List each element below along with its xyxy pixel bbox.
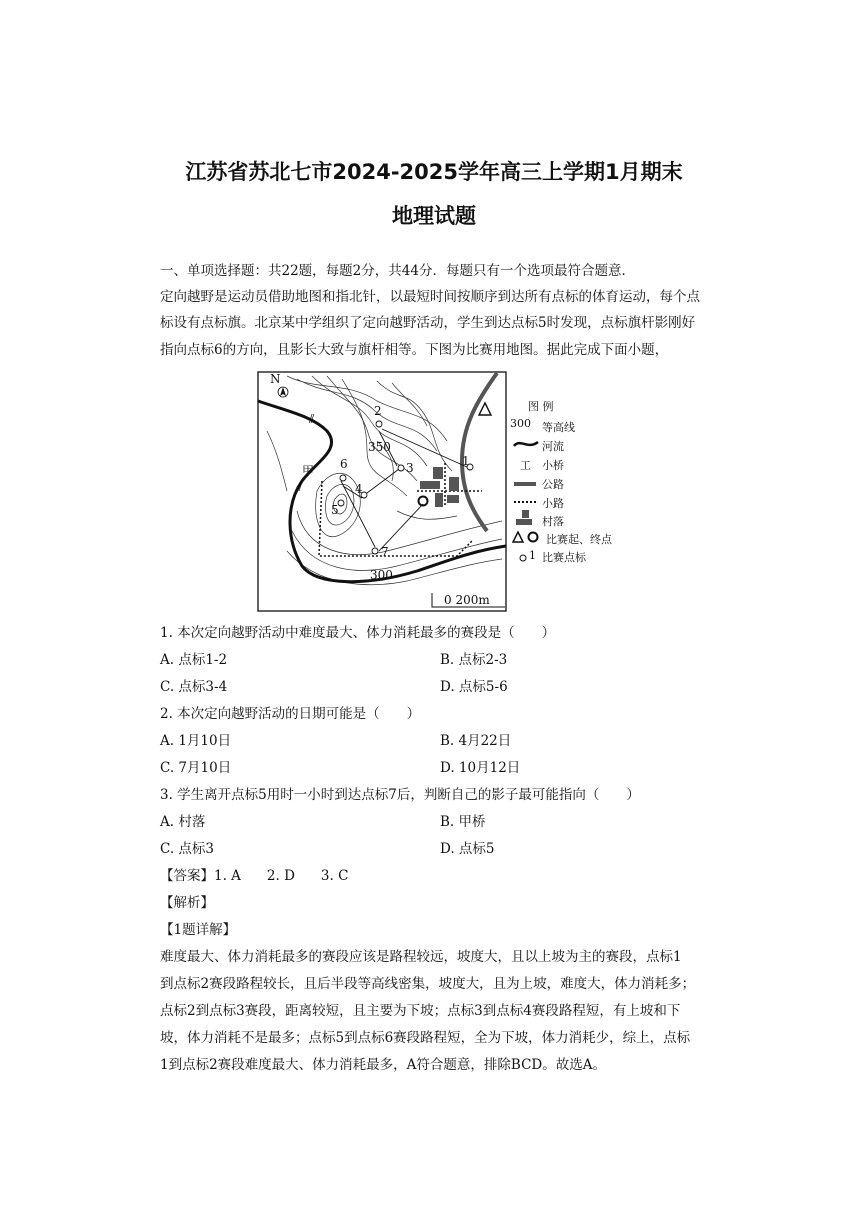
explanation-line: 难度最大、体力消耗最多的赛段应该是路程较远，坡度大，且以上坡为主的赛段，点标1 [160,949,682,965]
document-title: 江苏省苏北七市2024-2025学年高三上学期1月期末 [185,160,683,184]
checkpoint-icon [518,553,528,563]
explanation-line: 到点标2赛段路程较长，且后半段等高线密集，坡度大，且为上坡，难度大，体力消耗多； [160,976,696,992]
question-option: D. 10月12日 [440,760,521,776]
svg-text:⫽: ⫽ [309,412,315,426]
legend-checkpoint: 比赛点标 [542,551,586,564]
question-option: A. 1月10日 [160,733,232,749]
detail-label: 【1题详解】 [160,922,237,938]
map-point-label: 5 [331,503,339,517]
map-point-label: 2 [374,404,382,418]
legend-village: 村落 [542,515,564,528]
explanation-line: 坡，体力消耗不是最多；点标5到点标6赛段路程短，全为下坡，体力消耗少，综上，点标 [160,1030,691,1046]
legend-contour: 等高线 [542,421,575,434]
question-option: C. 点标3 [160,841,215,857]
legend-bridge: 小桥 [542,459,564,472]
contour-label: 350 [368,440,391,454]
north-label: N [270,372,281,386]
scale-label: 0 200m [444,593,490,607]
map-point-label: 3 [406,461,414,475]
map-point-label: 7 [381,545,389,559]
village-icon [516,510,536,526]
path-icon [514,501,536,503]
section-heading: 一、单项选择题：共22题，每题2分，共44分．每题只有一个选项最符合题意． [160,263,635,279]
question-option: D. 点标5-6 [440,679,508,695]
answer-label: 【答案】 [160,868,214,884]
map-point-label: 6 [340,457,348,471]
question-stem: 1. 本次定向越野活动中难度最大、体力消耗最多的赛段是（ ） [160,625,556,641]
question-option: A. 点标1-2 [160,652,228,668]
answer-item: 2. D [266,868,295,884]
question-option: A. 村落 [160,814,206,830]
legend-contour-value: 300 [510,417,531,430]
bridge-label: 甲 [302,464,315,478]
answer-item: 1. A [214,868,241,884]
intro-line: 标设有点标旗。北京某中学组织了定向越野活动，学生到达点标5时发现，点标旗杆影刚好 [160,315,696,331]
answer-line [160,867,374,885]
intro-line: 指向点标6的方向，且影长大致与旗杆相等。下图为比赛用地图。据此完成下面小题， [160,342,669,358]
legend-river: 河流 [542,440,564,453]
legend-start-end: 比赛起、终点 [546,533,612,546]
answer-item: 3. C [320,868,349,884]
legend-road: 公路 [542,478,564,491]
analysis-label: 【解析】 [160,895,214,911]
question-stem: 2. 本次定向越野活动的日期可能是（ ） [160,706,421,722]
legend-title: 图 例 [528,400,554,413]
map-point-label: 1 [462,454,470,468]
document-subtitle: 地理试题 [392,204,476,228]
legend-path: 小路 [542,497,564,510]
orienteering-map [257,371,507,612]
svg-text:⫽: ⫽ [297,480,303,494]
legend-point-number: 1 [529,549,536,562]
contour-label: 300 [370,568,393,582]
map-legend [510,398,640,563]
start-end-icon [512,530,542,544]
question-option: C. 7月10日 [160,760,232,776]
explanation-line: 点标2到点标3赛段，距离较短，且主要为下坡；点标3到点标4赛段路程短，有上坡和下 [160,1003,681,1019]
question-stem: 3. 学生离开点标5用时一小时到达点标7后，判断自己的影子最可能指向（ ） [160,787,640,803]
question-option: B. 甲桥 [440,814,486,830]
question-option: D. 点标5 [440,841,495,857]
explanation-line: 1到点标2赛段难度最大、体力消耗最多，A符合题意，排除BCD。故选A。 [160,1057,607,1073]
intro-line: 定向越野是运动员借助地图和指北针，以最短时间按顺序到达所有点标的体育运动，每个点 [160,289,700,305]
question-option: B. 点标2-3 [440,652,508,668]
question-option: B. 4月22日 [440,733,512,749]
map-point-label: 4 [355,482,363,496]
bridge-icon: 工 [520,459,531,472]
road-icon [514,482,536,486]
question-option: C. 点标3-4 [160,679,228,695]
